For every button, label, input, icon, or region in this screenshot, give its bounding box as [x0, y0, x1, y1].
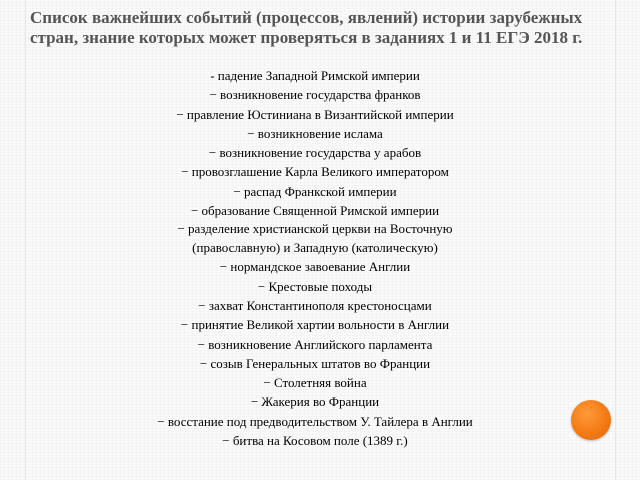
list-item: − правление Юстиниана в Византийской империи — [176, 106, 454, 122]
list-item: − созыв Генеральных штатов во Франции — [199, 355, 431, 371]
list-item: − Крестовые походы — [257, 278, 373, 294]
right-divider — [615, 0, 616, 480]
list-item: − битва на Косовом поле (1389 г.) — [222, 433, 408, 449]
list-item: - падение Западной Римской империи — [210, 68, 420, 83]
list-item: − принятие Великой хартии вольности в Англии — [180, 317, 450, 333]
list-item: − Жакерия во Франции — [250, 394, 380, 410]
list-item: − провозглашение Карла Великого императором — [181, 164, 449, 180]
list-item: − возникновение Английского парламента — [197, 336, 433, 352]
list-item: − распад Франкской империи — [233, 183, 397, 199]
list-item: − возникновение государства франков — [209, 87, 421, 103]
list-item: − разделение христианской церкви на Восточную — [177, 221, 453, 237]
orange-circle-decoration — [571, 400, 611, 440]
list-item: − восстание под предводительством У. Тайлера в Англии — [157, 413, 473, 429]
slide-title: Список важнейших событий (процессов, явлений) истории зарубежных стран, знание которых может проверяться в заданиях 1 и 11 ЕГЭ 2018 г. — [30, 8, 583, 47]
list-item-continuation: (православную) и Западную (католическую) — [192, 239, 438, 255]
events-list — [90, 66, 540, 450]
list-item: − захват Константинополя крестоносцами — [198, 297, 432, 313]
left-divider — [25, 0, 26, 480]
list-item: − возникновение государства у арабов — [208, 145, 422, 161]
list-item: − Столетняя война — [263, 375, 367, 391]
list-item: − нормандское завоевание Англии — [219, 259, 411, 275]
list-item: − образование Священной Римской империи — [190, 203, 440, 219]
list-item: − возникновение ислама — [247, 125, 383, 141]
